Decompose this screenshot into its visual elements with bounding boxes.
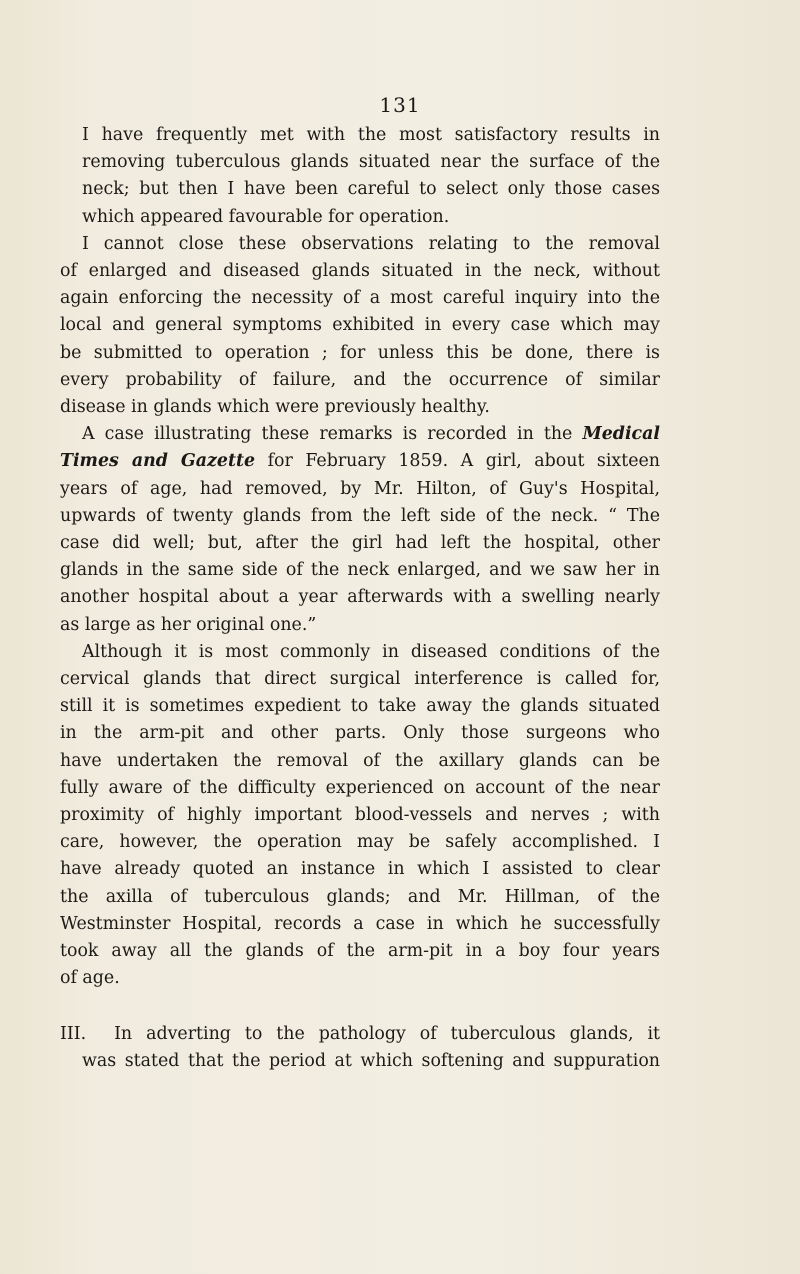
text-line: still it is sometimes expedient to take away the glands situated xyxy=(60,696,660,717)
text-line xyxy=(60,1021,660,1048)
text-line: have already quoted an instance in which I assisted to clear xyxy=(60,859,660,880)
text-line: local and general symptoms exhibited in every case which may xyxy=(60,315,660,336)
text-line: fully aware of the difficulty experienced on account of the near xyxy=(60,777,660,798)
paragraph-3 xyxy=(60,421,660,639)
text-line: in the arm-pit and other parts. Only those surgeons who xyxy=(60,723,660,744)
text-line: again enforcing the necessity of a most careful inquiry into the xyxy=(60,288,660,309)
text-line: have undertaken the removal of the axillary glands can be xyxy=(60,750,660,771)
text-line xyxy=(60,448,660,475)
page-number: 131 xyxy=(379,93,421,117)
text-line: the axilla of tuberculous glands; and Mr. Hillman, of the xyxy=(60,886,660,907)
text-line: took away all the glands of the arm-pit in a boy four years xyxy=(60,941,660,962)
text-line: disease in glands which were previously healthy. xyxy=(60,397,490,418)
text-line: of age. xyxy=(60,968,120,989)
text-line: which appeared favourable for operation. xyxy=(82,206,450,227)
text-line: glands in the same side of the neck enlarged, and we saw her in xyxy=(60,560,660,581)
text-fragment: for February 1859. A girl, about sixteen xyxy=(267,451,660,472)
text-line: care, however, the operation may be safely accomplished. I xyxy=(60,832,660,853)
text-line xyxy=(60,421,660,448)
text-fragment: In adverting to the pathology of tuberculous glands, it xyxy=(114,1023,660,1044)
text-line: neck; but then I have been careful to select only those cases xyxy=(82,179,660,200)
text-fragment: A case illustrating these remarks is recorded in the xyxy=(82,424,573,445)
text-line: cervical glands that direct surgical interference is called for, xyxy=(60,669,660,690)
text-line: removing tuberculous glands situated near the surface of the xyxy=(82,152,660,173)
text-line: as large as her original one.” xyxy=(60,614,317,635)
section-numeral: III. xyxy=(60,1023,87,1044)
paragraph-2 xyxy=(60,231,660,421)
text-line: of enlarged and diseased glands situated in the neck, without xyxy=(60,261,660,282)
text-line: be submitted to operation ; for unless this be done, there is xyxy=(60,342,660,363)
paragraph-5 xyxy=(60,1021,660,1075)
text-line: was stated that the period at which softening and suppuration xyxy=(82,1050,660,1071)
text-line: every probability of failure, and the occurrence of similar xyxy=(60,369,660,390)
paragraph-1 xyxy=(60,122,660,231)
journal-title: Times and Gazette xyxy=(60,451,256,472)
journal-title: Medical xyxy=(582,424,661,445)
text-line: case did well; but, after the girl had left the hospital, other xyxy=(60,533,660,554)
text-line: I cannot close these observations relating to the removal xyxy=(82,233,660,254)
text-line: years of age, had removed, by Mr. Hilton, of Guy's Hospital, xyxy=(60,478,660,499)
text-line: Although it is most commonly in diseased conditions of the xyxy=(82,641,660,662)
text-line: upwards of twenty glands from the left side of the neck. “ The xyxy=(60,505,660,526)
text-line: another hospital about a year afterwards with a swelling nearly xyxy=(60,587,660,608)
body-text xyxy=(60,122,660,1075)
text-line: Westminster Hospital, records a case in which he successfully xyxy=(60,913,660,934)
text-line: proximity of highly important blood-vessels and nerves ; with xyxy=(60,805,660,826)
text-line: I have frequently met with the most satisfactory results in xyxy=(82,125,660,145)
paragraph-4 xyxy=(60,639,660,993)
